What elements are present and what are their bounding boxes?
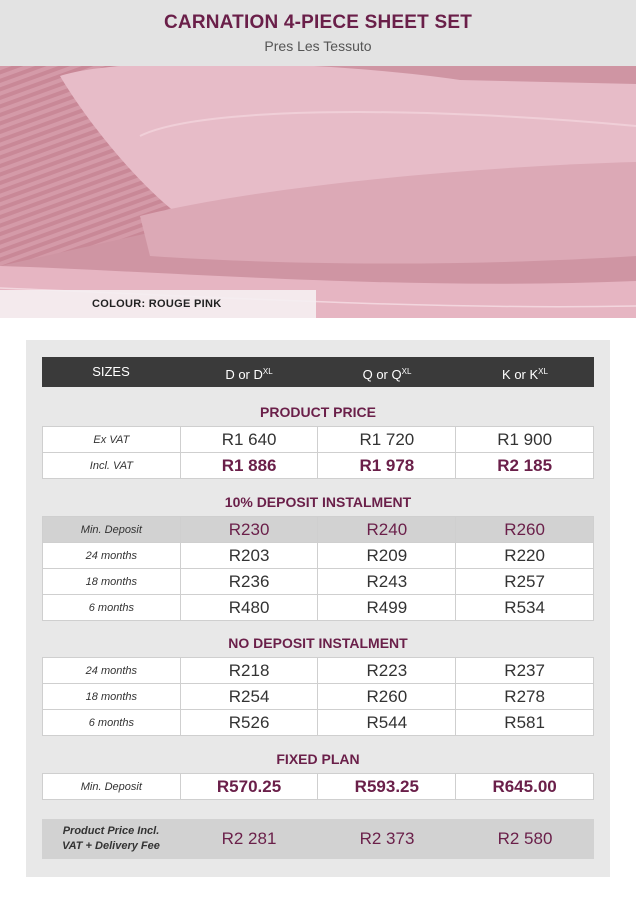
row-label: Incl. VAT (43, 453, 181, 479)
product-photo (0, 66, 636, 318)
row-label: 18 months (43, 684, 181, 710)
page-subtitle: Pres Les Tessuto (264, 38, 372, 54)
row-label: 24 months (43, 543, 181, 569)
price-cell: R278 (456, 684, 594, 710)
price-cell: R544 (318, 710, 456, 736)
price-cell: R593.25 (318, 774, 456, 800)
price-cell: R240 (318, 517, 456, 543)
row-label: 24 months (43, 658, 181, 684)
price-cell: R1 900 (456, 427, 594, 453)
price-cell: R220 (456, 543, 594, 569)
price-cell: R534 (456, 595, 594, 621)
deposit-title: 10% DEPOSIT INSTALMENT (224, 494, 412, 510)
table-row (43, 684, 594, 710)
price-cell: R218 (180, 658, 318, 684)
size-q-heading: Q or $Q^{XL}$ (362, 367, 412, 382)
table-row (43, 453, 594, 479)
fixed-plan-title: FIXED PLAN (276, 751, 360, 767)
page-header (0, 0, 636, 66)
price-cell: R570.25 (180, 774, 318, 800)
total-cell: R2 373 (359, 829, 415, 848)
sizes-heading: SIZES (92, 364, 130, 379)
sizes-header (42, 357, 594, 387)
table-row (43, 658, 594, 684)
total-cell: R2 580 (497, 829, 553, 848)
table-row (43, 543, 594, 569)
row-label: 6 months (43, 595, 181, 621)
table-row (43, 427, 594, 453)
table-row (43, 774, 594, 800)
price-cell: R581 (456, 710, 594, 736)
price-cell: R257 (456, 569, 594, 595)
price-cell: R2 185 (456, 453, 594, 479)
price-cell: R254 (180, 684, 318, 710)
price-cell: R203 (180, 543, 318, 569)
row-label: Min. Deposit (43, 774, 181, 800)
price-cell: R1 978 (318, 453, 456, 479)
price-cell: R499 (318, 595, 456, 621)
row-label: 18 months (43, 569, 181, 595)
price-cell: R223 (318, 658, 456, 684)
no-deposit-title: NO DEPOSIT INSTALMENT (228, 635, 408, 651)
table-row (43, 595, 594, 621)
total-cell: R2 281 (221, 829, 277, 848)
row-label: 6 months (43, 710, 181, 736)
price-cell: R1 640 (180, 427, 318, 453)
total-label-line: VAT + Delivery Fee (62, 840, 160, 852)
price-cell: R1 720 (318, 427, 456, 453)
product-price-title: PRODUCT PRICE (260, 404, 376, 420)
price-cell: R1 886 (180, 453, 318, 479)
table-row (43, 710, 594, 736)
deposit-table (42, 516, 594, 621)
price-cell: R209 (318, 543, 456, 569)
size-d-heading: D or $D^{XL}$ (225, 367, 273, 382)
colour-label: COLOUR: ROUGE PINK (92, 298, 222, 310)
fixed-plan-table (42, 773, 594, 800)
price-cell: R480 (180, 595, 318, 621)
table-row (43, 569, 594, 595)
price-cell: R243 (318, 569, 456, 595)
product-price-table (42, 426, 594, 479)
row-label: Min. Deposit (43, 517, 181, 543)
total-label-line: Product Price Incl. (62, 825, 160, 837)
total-row (42, 819, 594, 859)
price-cell: R645.00 (456, 774, 594, 800)
no-deposit-table (42, 657, 594, 736)
price-cell: R236 (180, 569, 318, 595)
price-cell: R526 (180, 710, 318, 736)
row-label: Ex VAT (43, 427, 181, 453)
price-cell: R230 (180, 517, 318, 543)
table-row (43, 517, 594, 543)
price-cell: R237 (456, 658, 594, 684)
size-k-heading: K or $K^{XL}$ (502, 367, 548, 382)
price-panel (26, 340, 610, 877)
price-cell: R260 (456, 517, 594, 543)
colour-label-bar (0, 290, 316, 318)
price-cell: R260 (318, 684, 456, 710)
page-title: CARNATION 4-PIECE SHEET SET (163, 12, 473, 33)
total-label (42, 824, 180, 854)
